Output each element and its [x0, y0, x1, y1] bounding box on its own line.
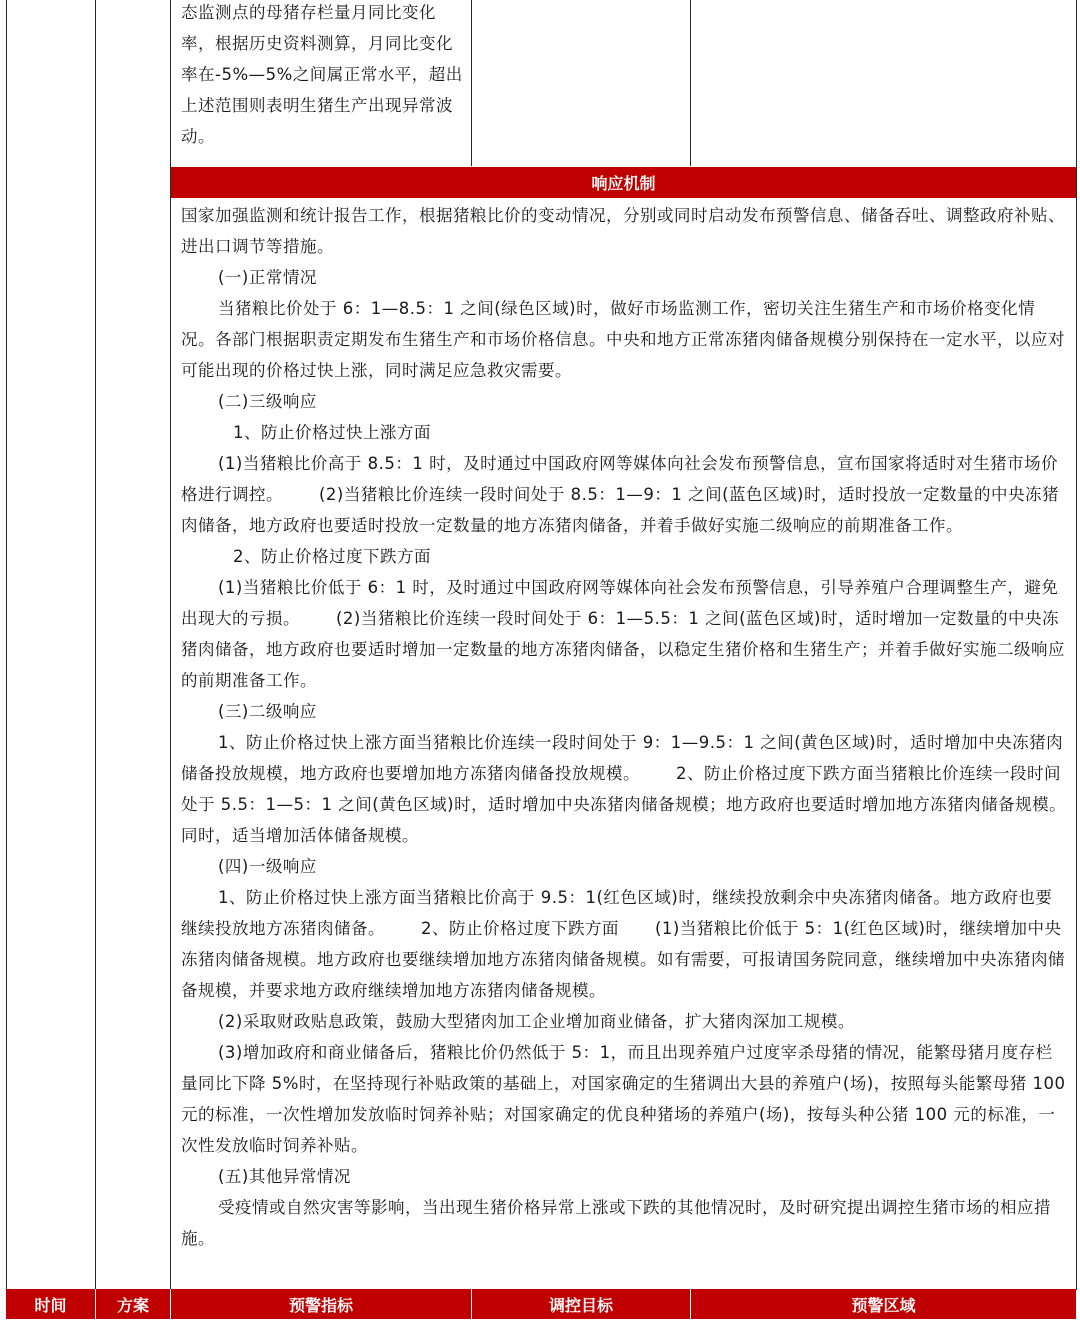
level1-title: (四)一级响应	[218, 857, 317, 876]
indicator-description: 态监测点的母猪存栏量月同比变化率，根据历史资料测算，月同比变化率在-5%—5%之间属正常水平，超出上述范围则表明生猪生产出现异常波动。	[181, 3, 463, 146]
level3-sub2-text: (1)当猪粮比价低于 6：1 时，及时通过中国政府网等媒体向社会发布预警信息，引导养殖户合理调整生产，避免出现大的亏损。 (2)当猪粮比价连续一段时间处于 6：1—5.5：1 之间(蓝色区域)时，适时增加一定数量的中央冻猪肉储备，地方政府也要适时增加一定数量的地方冻猪肉储备，以稳定生猪价格和生猪生产；并着手做好实施二级响应的前期准备工作。	[181, 578, 1065, 690]
table-divider-target	[690, 0, 691, 166]
table-border-right	[1076, 0, 1077, 1290]
normal-case-text: 当猪粮比价处于 6：1—8.5：1 之间(绿色区域)时，做好市场监测工作，密切关注生猪生产和市场价格变化情况。各部门根据职责定期发布生猪生产和市场价格信息。中央和地方正常冻猪肉储备规模分别保持在一定水平，以应对可能出现的价格过快上涨，同时满足应急救灾需要。	[181, 299, 1065, 380]
header-target-label: 调控目标	[548, 1295, 613, 1315]
other-title: (五)其他异常情况	[218, 1167, 351, 1186]
indicator-cell-text	[181, 0, 463, 152]
header-cell-target	[472, 1289, 690, 1319]
level1-text: 1、防止价格过快上涨方面当猪粮比价高于 9.5：1(红色区域)时，继续投放剩余中央冻猪肉储备。地方政府也要继续投放地方冻猪肉储备。 2、防止价格过度下跌方面 (1)当猪粮比价低于 5：1(红色区域)时，继续增加中央冻猪肉储备规模。地方政府也要继续增加地方冻猪肉储备规模。如有需要，可报请国务院同意，继续增加中央冻猪肉储备规模，并要求地方政府继续增加地方冻猪肉储备规模。	[181, 888, 1065, 1000]
response-mechanism-title: 响应机制	[591, 174, 656, 193]
level3-sub1-text: (1)当猪粮比价高于 8.5：1 时，及时通过中国政府网等媒体向社会发布预警信息，宣布国家将适时对生猪市场价格进行调控。 (2)当猪粮比价连续一段时间处于 8.5：1—9：1 之间(蓝色区域)时，适时投放一定数量的中央冻猪肉储备，地方政府也要适时投放一定数量的地方冻猪肉储备，并着手做好实施二级响应的前期准备工作。	[181, 454, 1059, 535]
table-divider-indicator	[471, 0, 472, 166]
header-cell-indicator	[171, 1289, 471, 1319]
header-separator	[170, 1289, 171, 1319]
response-mechanism-header	[171, 167, 1076, 198]
header-cell-time	[6, 1289, 95, 1319]
header-plan-label: 方案	[116, 1295, 149, 1315]
table-divider-time	[95, 0, 96, 1290]
header-time-label: 时间	[34, 1295, 67, 1315]
header-cell-plan	[96, 1289, 170, 1319]
header-indicator-label: 预警指标	[288, 1295, 353, 1315]
response-body	[181, 200, 1067, 1254]
response-intro: 国家加强监测和统计报告工作，根据猪粮比价的变动情况，分别或同时启动发布预警信息、储备吞吐、调整政府补贴、进出口调节等措施。	[181, 206, 1065, 256]
level3-sub1-title: 1、防止价格过快上涨方面	[233, 423, 431, 442]
level3-sub2-title: 2、防止价格过度下跌方面	[233, 547, 431, 566]
level3-title: (二)三级响应	[218, 392, 317, 411]
normal-case-title: (一)正常情况	[218, 268, 317, 287]
table-border-left	[6, 0, 7, 1290]
header-separator	[471, 1289, 472, 1319]
level1-text-3: (3)增加政府和商业储备后，猪粮比价仍然低于 5：1，而且出现养殖户过度宰杀母猪的情况，能繁母猪月度存栏量同比下降 5%时，在坚持现行补贴政策的基础上，对国家确定的生猪调出大县的养殖户(场)，按照每头能繁母猪 100 元的标准，一次性增加发放临时饲养补贴；对国家确定的优良种猪场的养殖户(场)，按每头种公猪 100 元的标准，一次性发放临时饲养补贴。	[181, 1043, 1066, 1155]
header-separator	[95, 1289, 96, 1319]
header-cell-zone	[691, 1289, 1076, 1319]
header-zone-label: 预警区域	[851, 1295, 916, 1315]
level2-title: (三)二级响应	[218, 702, 317, 721]
other-text: 受疫情或自然灾害等影响，当出现生猪价格异常上涨或下跌的其他情况时，及时研究提出调控生猪市场的相应措施。	[181, 1198, 1051, 1248]
level2-text: 1、防止价格过快上涨方面当猪粮比价连续一段时间处于 9：1—9.5：1 之间(黄色区域)时，适时增加中央冻猪肉储备投放规模，地方政府也要增加地方冻猪肉储备投放规模。 2、防止价格过度下跌方面当猪粮比价连续一段时间处于 5.5：1—5：1 之间(黄色区域)时，适时增加中央冻猪肉储备规模；地方政府也要适时增加地方冻猪肉储备规模。同时，适当增加活体储备规模。	[181, 733, 1067, 845]
level1-text-2: (2)采取财政贴息政策，鼓励大型猪肉加工企业增加商业储备，扩大猪肉深加工规模。	[218, 1012, 855, 1031]
header-separator	[690, 1289, 691, 1319]
